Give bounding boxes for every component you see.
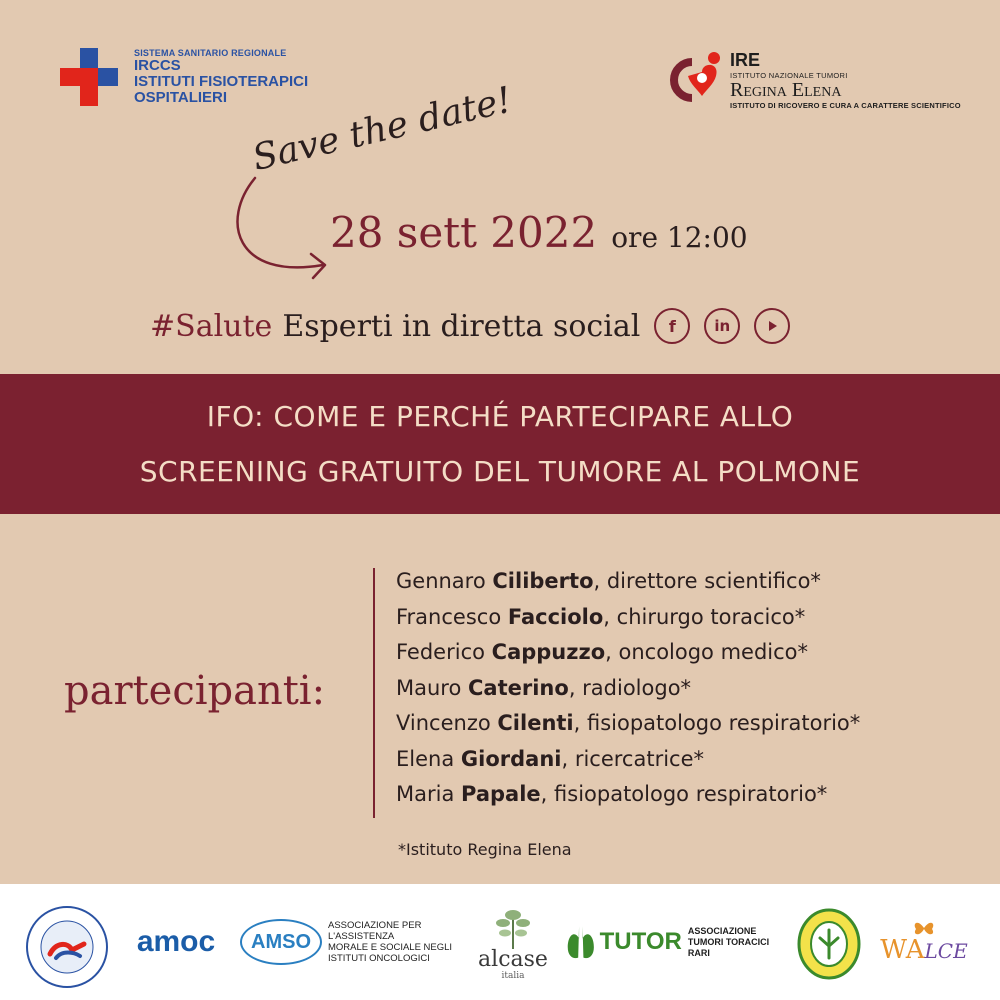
ire-subtitle-1: ISTITUTO NAZIONALE TUMORI [730,71,848,80]
title-banner [0,374,1000,514]
ire-mark-icon [668,48,726,106]
participants-divider [373,568,375,818]
ailar-seal-icon [796,908,862,980]
participant-row: Vincenzo Cilenti, fisiopatologo respiratorio* [396,711,861,735]
walce-logo [874,906,974,976]
banner-line-2: SCREENING GRATUITO DEL TUMORE AL POLMONE [139,455,861,488]
ire-name: Regina Elena [730,79,842,101]
hashtag: #Salute [150,308,273,344]
participant-row: Elena Giordani, ricercatrice* [396,746,705,771]
event-date-row [330,208,748,257]
amoc-logo [122,912,230,972]
sponsor-logos-bar [0,884,1000,1000]
ire-logo-text [730,48,961,110]
ifo-line-3: OSPITALIERI [134,88,228,106]
participant-row: Maria Papale, fisiopatologo respiratorio* [396,782,828,806]
participants-list [396,564,860,813]
amso-logo [240,912,462,972]
ailar-logo [796,908,862,980]
curved-arrow-icon [225,170,345,300]
tutor-text: ASSOCIAZIONE TUMORI TORACICI RARI [687,925,770,958]
ire-logo [668,48,961,110]
tutor-logo [566,914,780,970]
ire-subtitle-2: ISTITUTO DI RICOVERO E CURA A CARATTERE SCIENTIFICO [730,101,961,110]
amso-badge: AMSO [240,919,322,965]
amso-text: ASSOCIAZIONE PER L'ASSISTENZA MORALE E SOCIALE NEGLI ISTITUTI ONCOLOGICI [328,920,453,964]
alcase-name: alcase [478,947,548,972]
social-text: Esperti in diretta social [282,308,641,344]
event-date: 28 sett 2022 [330,208,598,257]
ifo-line-2: ISTITUTI FISIOTERAPICI [134,72,309,90]
alcase-sub: italia [501,971,525,981]
amoc-name: amoc [136,925,216,958]
linkedin-icon[interactable]: in [704,308,740,344]
alcase-logo [470,894,556,992]
ifo-line-1: IRCCS [134,57,181,75]
participant-row: Francesco Facciolo, chirurgo toracico* [396,604,806,629]
participant-row: Gennaro Ciliberto, direttore scientifico* [396,569,821,593]
arvas-seal-icon [22,902,112,992]
participants-label: partecipanti: [64,668,326,714]
lungs-icon [566,920,596,964]
ifo-cross-icon [60,48,118,106]
save-the-date-heading: Save the date! [248,79,516,179]
ifo-logo [60,48,308,106]
tree-icon [493,905,533,949]
youtube-icon[interactable] [754,308,790,344]
tutor-name: TUTOR [599,928,682,955]
walce-name: WALCE [880,934,968,965]
event-time: ore 12:00 [611,221,748,254]
arvas-logo [22,902,112,992]
ifo-region-text: SISTEMA SANITARIO REGIONALE [134,47,287,58]
social-row [150,308,790,344]
banner-line-1: IFO: COME E PERCHÉ PARTECIPARE ALLO [206,400,794,433]
participant-row: Federico Cappuzzo, oncologo medico* [396,640,809,664]
facebook-icon[interactable]: f [654,308,690,344]
participants-footnote: *Istituto Regina Elena [398,840,572,859]
ire-acronym: IRE [730,50,761,70]
participant-row: Mauro Caterino, radiologo* [396,675,692,700]
ifo-logo-text [134,49,308,106]
